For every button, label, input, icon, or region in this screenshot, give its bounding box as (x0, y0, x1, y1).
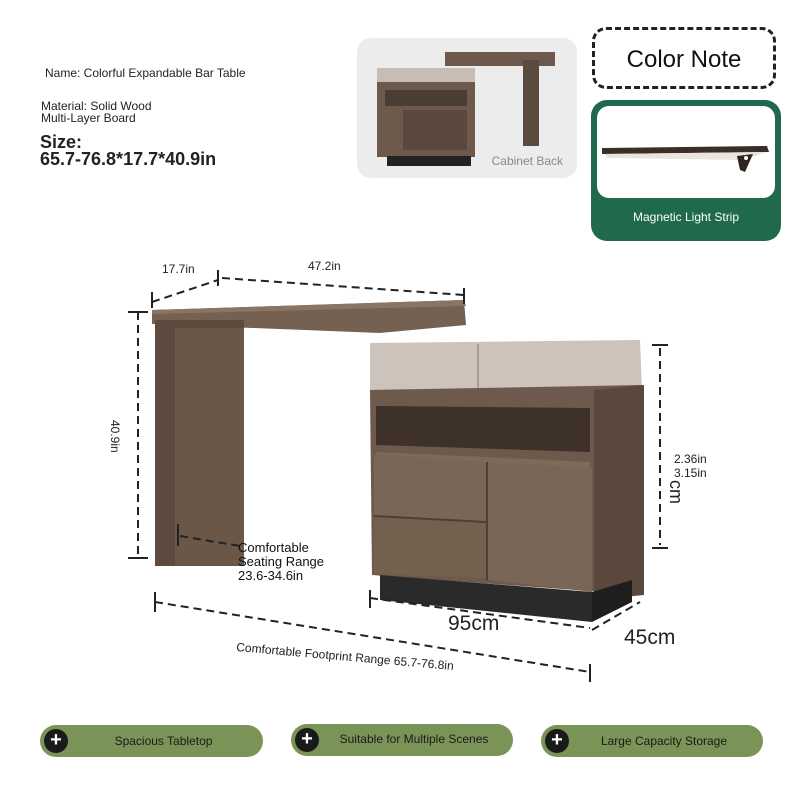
top-length-label: 47.2in (308, 259, 341, 273)
material-line-2: Multi-Layer Board (41, 111, 136, 125)
light-strip-icon (597, 106, 775, 198)
plus-icon: + (295, 728, 319, 752)
seating-line-1: Comfortable (238, 540, 309, 555)
color-note-title: Color Note (626, 46, 742, 73)
height-label: 40.9in (108, 420, 122, 453)
cabinet-back-thumbnail (357, 38, 577, 178)
side-small-label-2: 3.15in (674, 466, 707, 480)
plus-icon: + (545, 729, 569, 753)
feature-label: Spacious Tabletop (114, 734, 213, 748)
footprint-label: Comfortable Footprint Range 65.7-76.8in (235, 640, 455, 673)
cabinet-door (488, 462, 592, 592)
light-strip-label: Magnetic Light Strip (632, 210, 740, 224)
product-name: Name: Colorful Expandable Bar Table (45, 66, 246, 80)
product-material (41, 100, 221, 124)
thumbnail-caption: Cabinet Back (491, 154, 563, 168)
drawer-top (374, 454, 486, 522)
seating-line-2: Seating Range (238, 554, 325, 569)
side-small-labels (674, 452, 707, 480)
material-line-1: Material: Solid Wood (41, 99, 152, 113)
seating-range-label (238, 541, 324, 583)
seating-line-3: 23.6-34.6in (238, 568, 304, 583)
feature-pill-storage (541, 725, 763, 757)
light-strip-image (597, 106, 775, 198)
color-note-box (592, 27, 776, 89)
feature-pill-scenes (291, 724, 513, 756)
drawer-bottom (374, 516, 486, 578)
feature-label: Suitable for Multiple Scenes (339, 732, 489, 746)
side-cm-label: cm (666, 480, 686, 504)
feature-pill-tabletop (40, 725, 263, 757)
size-label: Size: (40, 132, 83, 152)
cabinet-depth-label: 45cm (624, 626, 676, 649)
product-size (40, 134, 216, 168)
light-strip-card (591, 100, 781, 241)
plus-icon: + (44, 729, 68, 753)
feature-label: Large Capacity Storage (600, 734, 728, 748)
cabinet-width-label: 95cm (448, 612, 500, 635)
size-value: 65.7-76.8*17.7*40.9in (40, 149, 217, 169)
side-small-label-1: 2.36in (674, 452, 707, 466)
depth-label: 17.7in (162, 262, 195, 276)
